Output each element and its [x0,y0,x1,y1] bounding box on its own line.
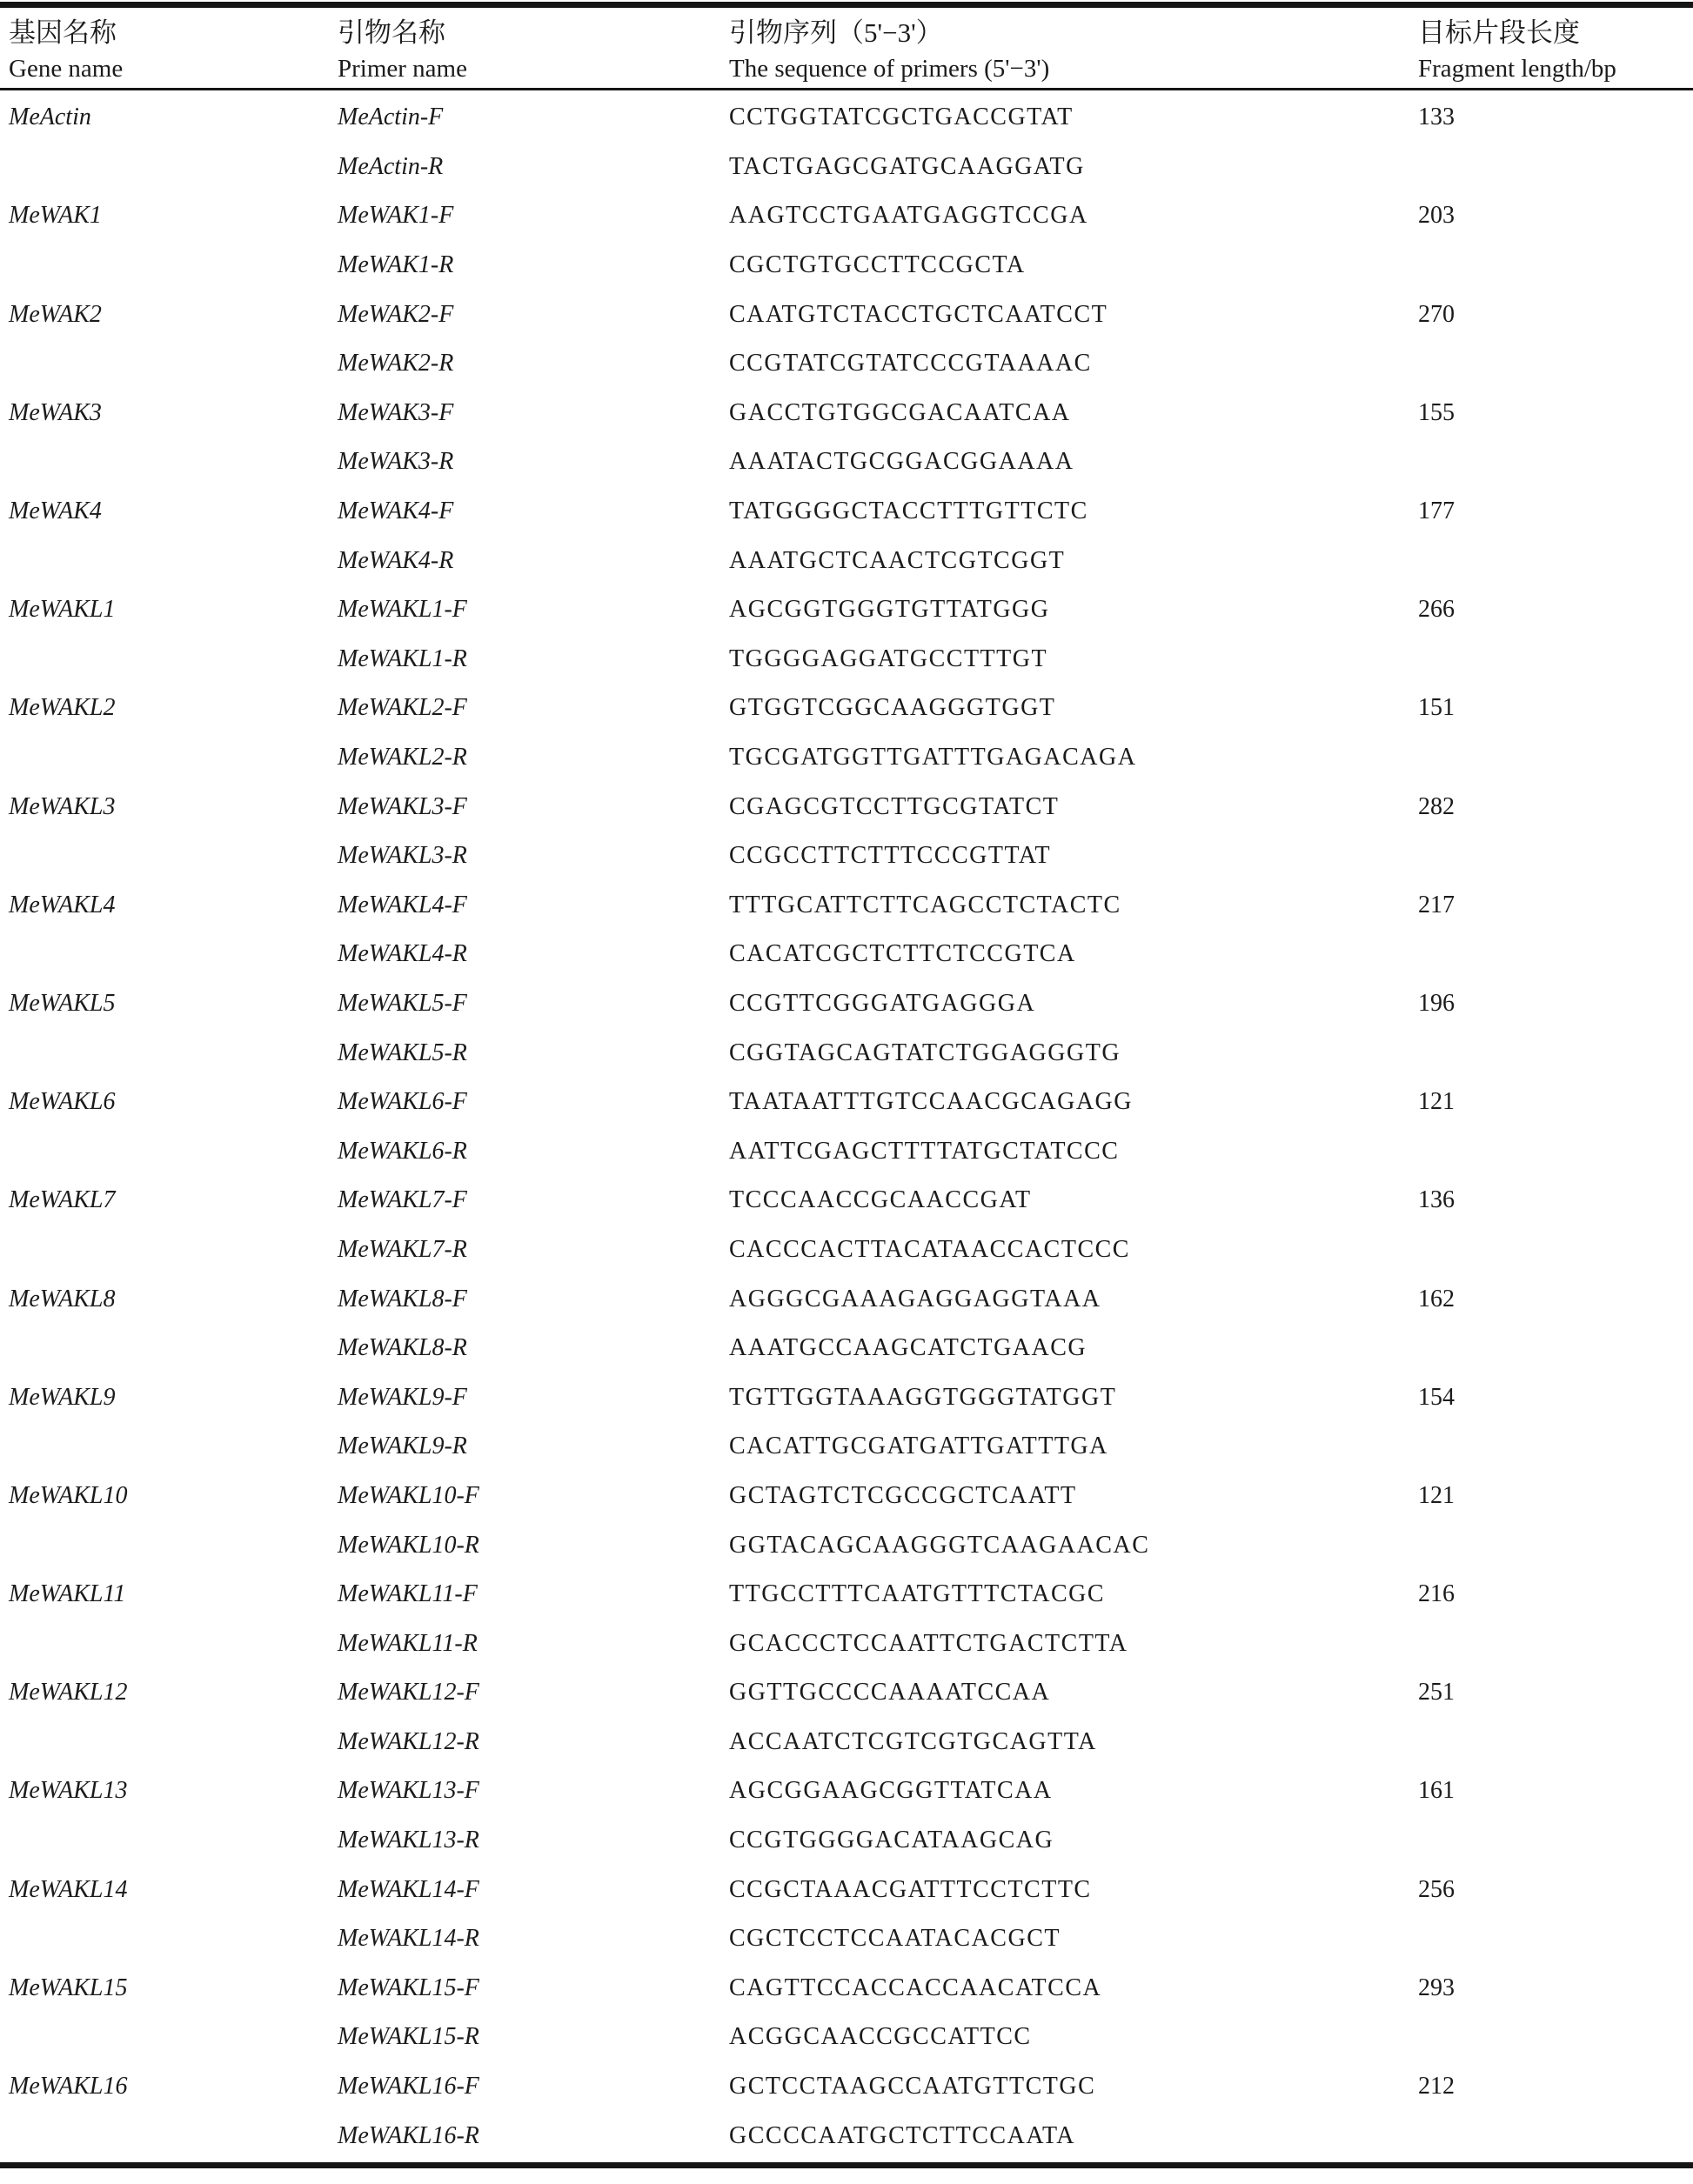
table-row [0,437,1693,487]
sequence-cell: CAATGTCTACCTGCTCAATCCT [729,300,1108,328]
gene-name-cell: MeActin [9,104,91,131]
table-row [0,536,1693,585]
table-header-en [0,52,1693,85]
gene-name-header-en: Gene name [9,55,124,83]
primer-name-cell: MeWAK4-R [338,546,454,574]
primer-name-cell: MeWAK3-R [338,448,454,476]
primer-name-header-en: Primer name [338,55,467,83]
sequence-cell: ACGGCAACCGCCATTCC [729,2023,1032,2051]
gene-name-cell: MeWAK3 [9,398,102,426]
sequence-cell: AGCGGAAGCGGTTATCAA [729,1777,1053,1805]
fragment-length-cell: 121 [1418,1481,1455,1509]
sequence-cell: TGGGGAGGATGCCTTTGT [729,645,1048,672]
table-row [0,1274,1693,1324]
table-row [0,881,1693,931]
fragment-length-cell: 162 [1418,1285,1455,1312]
fragment-length-cell: 161 [1418,1777,1455,1805]
primer-name-cell: MeActin-F [338,104,444,131]
table-row [0,1422,1693,1472]
gene-name-cell: MeWAKL15 [9,1974,128,2001]
primer-name-cell: MeWAKL6-F [338,1088,467,1116]
table-row [0,1078,1693,1127]
fragment-length-cell: 216 [1418,1580,1455,1608]
sequence-cell: CCGCCTTCTTTCCCGTTAT [729,842,1052,870]
primer-name-cell: MeWAKL9-R [338,1433,467,1460]
table-row [0,1176,1693,1226]
sequence-cell: GCCCCAATGCTCTTCCAATA [729,2121,1076,2149]
gene-name-cell: MeWAK1 [9,202,102,230]
gene-name-cell: MeWAK2 [9,300,102,328]
fragment-length-cell: 196 [1418,989,1455,1017]
sequence-cell: AAATGCTCAACTCGTCGGT [729,546,1066,574]
primer-name-cell: MeWAKL4-F [338,891,467,918]
table-row [0,1718,1693,1767]
primer-name-cell: MeWAKL12-R [338,1727,479,1755]
sequence-cell: AATTCGAGCTTTTATGCTATCCC [729,1137,1120,1165]
fragment-length-cell: 251 [1418,1679,1455,1706]
fragment-length-cell: 154 [1418,1383,1455,1411]
table-row [0,2111,1693,2161]
sequence-cell: GTGGTCGGCAAGGGTGGT [729,694,1056,722]
table-row [0,1520,1693,1570]
primer-name-cell: MeWAKL6-R [338,1137,467,1165]
primer-name-cell: MeWAKL1-R [338,645,467,672]
primer-name-cell: MeWAKL5-F [338,989,467,1017]
sequence-cell: AAGTCCTGAATGAGGTCCGA [729,202,1088,230]
sequence-cell: AAATACTGCGGACGGAAAA [729,448,1074,476]
primer-name-cell: MeActin-R [338,152,444,180]
table-row [0,389,1693,438]
primer-name-cell: MeWAKL11-F [338,1580,478,1608]
fragment-length-cell: 282 [1418,792,1455,820]
sequence-cell: CACATCGCTCTTCTCCGTCA [729,940,1076,968]
primer-name-cell: MeWAKL16-R [338,2121,479,2149]
table-row [0,1914,1693,1964]
sequence-cell: GACCTGTGGCGACAATCAA [729,398,1071,426]
primer-name-cell: MeWAKL7-R [338,1235,467,1263]
sequence-cell: CCGTATCGTATCCCGTAAAAC [729,350,1092,377]
sequence-cell: TTGCCTTTCAATGTTTCTACGC [729,1580,1106,1608]
table-row [0,241,1693,291]
gene-name-cell: MeWAKL2 [9,694,116,722]
primer-name-cell: MeWAKL14-F [338,1875,479,1903]
table-row [0,487,1693,537]
gene-name-cell: MeWAKL6 [9,1088,116,1116]
sequence-cell: TTTGCATTCTTCAGCCTCTACTC [729,891,1121,918]
sequence-cell: CGCTCCTCCAATACACGCT [729,1925,1061,1953]
sequence-cell: GCACCCTCCAATTCTGACTCTTA [729,1629,1128,1657]
table-row [0,1226,1693,1275]
gene-name-cell: MeWAKL14 [9,1875,128,1903]
primer-name-cell: MeWAK2-F [338,300,454,328]
table-row [0,782,1693,832]
sequence-cell: TGCGATGGTTGATTTGAGACAGA [729,744,1137,771]
gene-name-cell: MeWAKL8 [9,1285,116,1312]
table-header-zh [0,16,1693,50]
primer-name-cell: MeWAKL12-F [338,1679,479,1706]
table-row [0,684,1693,733]
fragment-length-cell: 155 [1418,398,1455,426]
sequence-cell: CACATTGCGATGATTGATTTGA [729,1433,1108,1460]
primer-name-cell: MeWAKL15-F [338,1974,479,2001]
primer-name-cell: MeWAKL14-R [338,1925,479,1953]
fragment-length-cell: 212 [1418,2073,1455,2101]
table-header-rule [0,88,1693,90]
primer-name-cell: MeWAK1-R [338,251,454,279]
sequence-cell: CCGTTCGGGATGAGGGA [729,989,1036,1017]
primer-name-cell: MeWAKL3-R [338,842,467,870]
fragment-length-cell: 293 [1418,1974,1455,2001]
gene-name-cell: MeWAKL10 [9,1481,128,1509]
fragment-length-cell: 121 [1418,1088,1455,1116]
primer-name-cell: MeWAKL11-R [338,1629,478,1657]
sequence-cell: CCGTGGGGACATAAGCAG [729,1827,1054,1854]
primer-name-cell: MeWAK1-F [338,202,454,230]
primer-name-cell: MeWAKL9-F [338,1383,467,1411]
sequence-cell: CGGTAGCAGTATCTGGAGGGTG [729,1039,1121,1066]
table-row [0,1668,1693,1718]
sequence-cell: TGTTGGTAAAGGTGGGTATGGT [729,1383,1117,1411]
sequence-cell: GCTAGTCTCGCCGCTCAATT [729,1481,1077,1509]
primer-name-cell: MeWAK2-R [338,350,454,377]
table-row [0,339,1693,389]
primer-name-cell: MeWAKL3-F [338,792,467,820]
gene-name-cell: MeWAKL11 [9,1580,126,1608]
sequence-cell: CACCCACTTACATAACCACTCCC [729,1235,1130,1263]
primer-name-cell: MeWAKL13-F [338,1777,479,1805]
primer-name-cell: MeWAKL15-R [338,2023,479,2051]
primer-name-cell: MeWAKL10-R [338,1531,479,1559]
primer-name-cell: MeWAKL5-R [338,1039,467,1066]
sequence-cell: AGCGGTGGGTGTTATGGG [729,596,1050,624]
gene-name-cell: MeWAK4 [9,498,102,525]
table-row [0,93,1693,143]
primer-name-cell: MeWAKL10-F [338,1481,479,1509]
primer-name-cell: MeWAK3-F [338,398,454,426]
sequence-cell: TCCCAACCGCAACCGAT [729,1186,1032,1214]
primer-name-cell: MeWAKL13-R [338,1827,479,1854]
sequence-cell: GGTACAGCAAGGGTCAAGAACAC [729,1531,1150,1559]
fragment-length-header-en: Fragment length/bp [1418,55,1616,83]
fragment-length-cell: 256 [1418,1875,1455,1903]
table-row [0,1472,1693,1521]
sequence-header-en: The sequence of primers (5'−3') [729,55,1050,83]
fragment-length-cell: 136 [1418,1186,1455,1214]
table-row [0,191,1693,241]
primer-name-cell: MeWAKL16-F [338,2073,479,2101]
table-row [0,979,1693,1029]
table-row [0,1373,1693,1422]
table-row [0,832,1693,881]
gene-name-cell: MeWAKL9 [9,1383,116,1411]
sequence-header-zh: 引物序列（5'−3'） [729,17,943,48]
primer-name-cell: MeWAKL4-R [338,940,467,968]
primer-name-header-zh: 引物名称 [338,17,445,48]
gene-name-cell: MeWAKL5 [9,989,116,1017]
table-row [0,1767,1693,1816]
table-row [0,733,1693,783]
table-row [0,2062,1693,2112]
sequence-cell: GGTTGCCCCAAAATCCAA [729,1679,1051,1706]
gene-name-cell: MeWAKL13 [9,1777,128,1805]
table-row [0,1816,1693,1866]
table-row [0,1028,1693,1078]
sequence-cell: ACCAATCTCGTCGTGCAGTTA [729,1727,1097,1755]
table-row [0,1324,1693,1373]
fragment-length-cell: 217 [1418,891,1455,918]
primer-name-cell: MeWAK4-F [338,498,454,525]
fragment-length-cell: 151 [1418,694,1455,722]
sequence-cell: CGCTGTGCCTTCCGCTA [729,251,1026,279]
fragment-length-cell: 266 [1418,596,1455,624]
table-row [0,143,1693,192]
table-row [0,585,1693,635]
table-row [0,930,1693,979]
primer-name-cell: MeWAKL2-F [338,694,467,722]
table-row [0,1964,1693,2014]
table-row [0,1570,1693,1620]
sequence-cell: GCTCCTAAGCCAATGTTCTGC [729,2073,1096,2101]
table-row [0,635,1693,685]
sequence-cell: CCGCTAAACGATTTCCTCTTC [729,1875,1092,1903]
table-row [0,1619,1693,1668]
sequence-cell: CCTGGTATCGCTGACCGTAT [729,104,1074,131]
gene-name-cell: MeWAKL12 [9,1679,128,1706]
primer-name-cell: MeWAKL2-R [338,744,467,771]
table-rows [0,93,1693,2161]
gene-name-header-zh: 基因名称 [9,17,117,48]
fragment-length-cell: 203 [1418,202,1455,230]
sequence-cell: TACTGAGCGATGCAAGGATG [729,152,1085,180]
primer-name-cell: MeWAKL8-R [338,1334,467,1362]
gene-name-cell: MeWAKL1 [9,596,116,624]
table-top-rule [0,2,1693,8]
table-row [0,1865,1693,1914]
fragment-length-header-zh: 目标片段长度 [1418,17,1580,48]
table-row [0,290,1693,339]
fragment-length-cell: 270 [1418,300,1455,328]
sequence-cell: CGAGCGTCCTTGCGTATCT [729,792,1060,820]
sequence-cell: AAATGCCAAGCATCTGAACG [729,1334,1087,1362]
table-row [0,1126,1693,1176]
gene-name-cell: MeWAKL3 [9,792,116,820]
table-bottom-rule [0,2162,1693,2168]
sequence-cell: TAATAATTTGTCCAACGCAGAGG [729,1088,1134,1116]
sequence-cell: CAGTTCCACCACCAACATCCA [729,1974,1102,2001]
gene-name-cell: MeWAKL4 [9,891,116,918]
sequence-cell: AGGGCGAAAGAGGAGGTAAA [729,1285,1101,1312]
fragment-length-cell: 177 [1418,498,1455,525]
sequence-cell: TATGGGGCTACCTTTGTTCTC [729,498,1088,525]
primer-name-cell: MeWAKL8-F [338,1285,467,1312]
primer-name-cell: MeWAKL7-F [338,1186,467,1214]
table-row [0,2013,1693,2062]
primer-name-cell: MeWAKL1-F [338,596,467,624]
gene-name-cell: MeWAKL16 [9,2073,128,2101]
gene-name-cell: MeWAKL7 [9,1186,116,1214]
fragment-length-cell: 133 [1418,104,1455,131]
